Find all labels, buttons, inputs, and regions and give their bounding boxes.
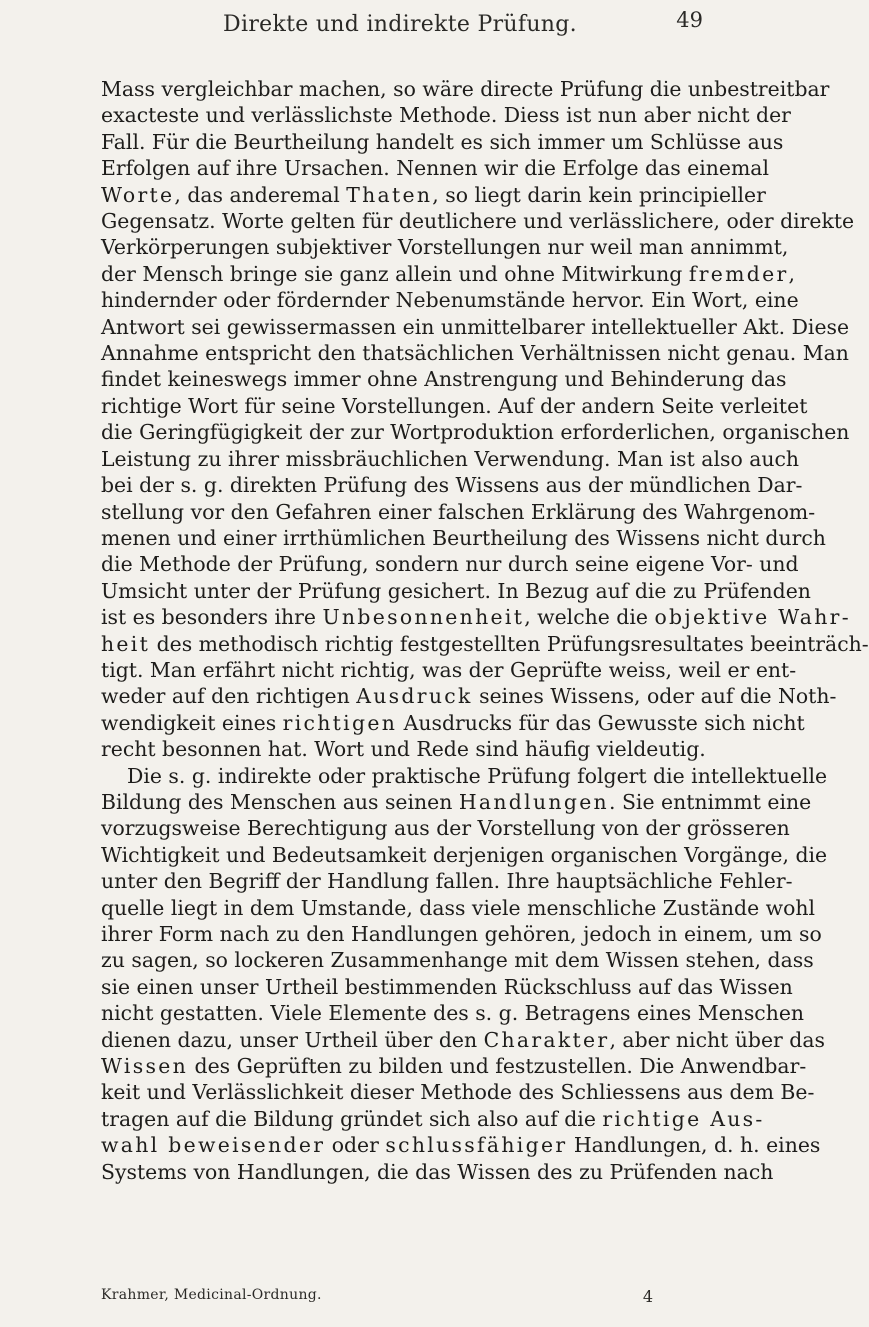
text-line [101,419,850,445]
text-line [101,815,790,841]
text-segment: Bildung des Menschen aus seinen [101,789,459,814]
text-line [101,578,811,604]
text-line [101,1053,807,1079]
text-segment: vorzugsweise Berechtigung aus der Vorstellung von der grösseren [101,816,790,841]
emphasized-text: schlussfähiger [385,1133,568,1158]
text-line [101,895,816,921]
text-segment: sie einen unser Urtheil bestimmenden Rückschluss auf das Wissen [101,974,793,999]
text-line [101,446,800,472]
text-segment: , [788,261,795,286]
text-line [101,1079,815,1105]
text-segment: zu sagen, so lockeren Zusammenhange mit dem Wissen stehen, dass [101,948,814,973]
text-line [101,1159,774,1185]
text-segment: Ausdrucks für das Gewusste sich nicht [397,710,805,735]
text-segment: tigt. Man erfährt nicht richtig, was der Geprüfte weiss, weil er ent- [101,657,797,682]
running-head [0,6,800,46]
text-segment: , das anderemal [174,182,347,207]
page-header-title: Direkte und indirekte Prüfung. [223,12,577,37]
text-line [101,736,713,762]
text-segment: dienen dazu, unser Urtheil über den [101,1027,484,1052]
text-line [101,604,851,630]
text-line [101,1132,821,1158]
text-segment: , so liegt darin kein principieller [432,182,766,207]
text-line [101,657,797,683]
text-segment: die Methode der Prüfung, sondern nur durch seine eigene Vor- und [101,552,799,577]
text-segment: Verkörperungen subjektiver Vorstellungen nur weil man annimmt, [101,235,789,260]
text-line [101,182,766,208]
text-line [101,868,793,894]
text-segment: ist es besonders ihre [101,605,323,630]
text-segment: Leistung zu ihrer missbräuchlichen Verwendung. Man ist also auch [101,446,800,471]
text-segment: die Geringfügigkeit der zur Wortproduktion erforderlichen, organischen [101,420,850,445]
text-line [101,551,799,577]
text-segment: quelle liegt in dem Umstande, dass viele menschliche Zustände wohl [101,895,816,920]
text-segment: , welche die [524,605,655,630]
text-line [101,129,784,155]
emphasized-text: richtige Aus- [602,1106,765,1131]
emphasized-text: Handlungen [458,789,609,814]
page-number: 49 [676,8,703,32]
text-line [101,393,808,419]
text-segment: der Mensch bringe sie ganz allein und ohne Mitwirkung [101,261,689,286]
text-line [101,208,855,234]
footer-author-note: Krahmer, Medicinal-Ordnung. [101,1287,322,1303]
text-segment: exacteste und verlässlichste Methode. Diess ist nun aber nicht der [101,103,791,128]
text-segment: Mass vergleichbar machen, so wäre directe Prüfung die unbestreitbar [101,77,830,101]
text-line [101,102,791,128]
text-segment: Erfolgen auf ihre Ursachen. Nennen wir die Erfolge das einemal [101,156,769,181]
body-text [101,76,869,1185]
emphasized-text: wahl beweisender [101,1133,326,1158]
text-segment: des methodisch richtig festgestellten Prüfungsresultates beeinträch- [150,631,869,656]
emphasized-text: richtigen [282,710,398,735]
footer-signature-mark: 4 [642,1287,653,1306]
text-line [101,683,837,709]
text-segment: findet keineswegs immer ohne Anstrengung und Behinderung das [101,367,787,392]
text-segment: Fall. Für die Beurtheilung handelt es sich immer um Schlüsse aus [101,129,784,154]
text-segment: Systems von Handlungen, die das Wissen des zu Prüfenden nach [101,1159,774,1184]
text-segment: Wichtigkeit und Bedeutsamkeit derjenigen organischen Vorgänge, die [101,842,828,867]
emphasized-text: Worte [101,182,175,207]
text-line [101,947,814,973]
text-line [101,1027,825,1053]
text-segment: wendigkeit eines [101,710,283,735]
text-line [101,314,850,340]
text-segment: hindernder oder fördernder Nebenumstände hervor. Ein Wort, eine [101,288,799,313]
text-segment: ihrer Form nach zu den Handlungen gehören, jedoch in einem, um so [101,922,822,946]
text-segment: keit und Verlässlichkeit dieser Methode des Schliessens aus dem Be- [101,1080,815,1105]
emphasized-text: heit [101,631,151,656]
emphasized-text: Charakter [483,1027,610,1052]
emphasized-text: Thaten [346,182,433,207]
text-segment: , aber nicht über das [609,1027,825,1052]
text-line [101,1106,765,1132]
text-segment: Umsicht unter der Prüfung gesichert. In Bezug auf die zu Prüfenden [101,578,811,603]
text-segment: . Sie entnimmt eine [609,789,812,814]
text-segment: recht besonnen hat. Wort und Rede sind häufig vieldeutig. [101,737,706,762]
text-segment: tragen auf die Bildung gründet sich also auf die [101,1106,603,1131]
text-segment: Handlungen, d. h. eines [567,1133,821,1158]
text-segment: weder auf den richtigen [101,684,357,709]
text-segment: Die s. g. indirekte oder praktische Prüfung folgert die intellektuelle [127,763,828,788]
text-line [101,472,803,498]
text-segment: unter den Begriff der Handlung fallen. Ihre hauptsächliche Fehler- [101,869,793,894]
text-line [101,710,805,736]
text-line [101,974,793,1000]
text-line [101,76,830,102]
text-segment: Antwort sei gewissermassen ein unmittelbarer intellektueller Akt. Diese [101,314,850,339]
text-segment: bei der s. g. direkten Prüfung des Wissens aus der mündlichen Dar- [101,473,803,498]
page-footer [101,1287,713,1311]
text-segment: richtige Wort für seine Vorstellungen. Auf der andern Seite verleitet [101,393,808,418]
text-line [101,499,816,525]
text-line [101,525,826,551]
text-segment: stellung vor den Gefahren einer falschen Erklärung des Wahrgenom- [101,499,816,524]
emphasized-text: Ausdruck [356,684,473,709]
text-segment: nicht gestatten. Viele Elemente des s. g. Betragens eines Menschen [101,1001,805,1026]
text-segment: oder [325,1133,386,1158]
emphasized-text: fremder [688,261,789,286]
text-line [101,234,789,260]
text-line [101,340,849,366]
text-segment: seines Wissens, oder auf die Noth- [472,684,837,709]
text-line [101,1000,805,1026]
text-segment: des Geprüften zu bilden und festzustellen. Die Anwendbar- [188,1054,807,1079]
emphasized-text: Wissen [101,1054,189,1079]
text-segment: menen und einer irrthümlichen Beurtheilung des Wissens nicht durch [101,525,826,550]
text-line [101,287,799,313]
text-line [101,366,787,392]
text-line [101,155,769,181]
text-segment: Annahme entspricht den thatsächlichen Verhältnissen nicht genau. Man [101,341,849,366]
text-line [101,789,812,815]
text-line [101,631,869,657]
text-line [101,763,828,789]
text-line [101,921,822,947]
text-line [101,842,828,868]
text-segment: Gegensatz. Worte gelten für deutlichere und verlässlichere, oder direkte [101,209,855,234]
emphasized-text: Unbesonnenheit [322,605,525,630]
text-line [101,261,795,287]
emphasized-text: objektive Wahr- [654,605,851,630]
